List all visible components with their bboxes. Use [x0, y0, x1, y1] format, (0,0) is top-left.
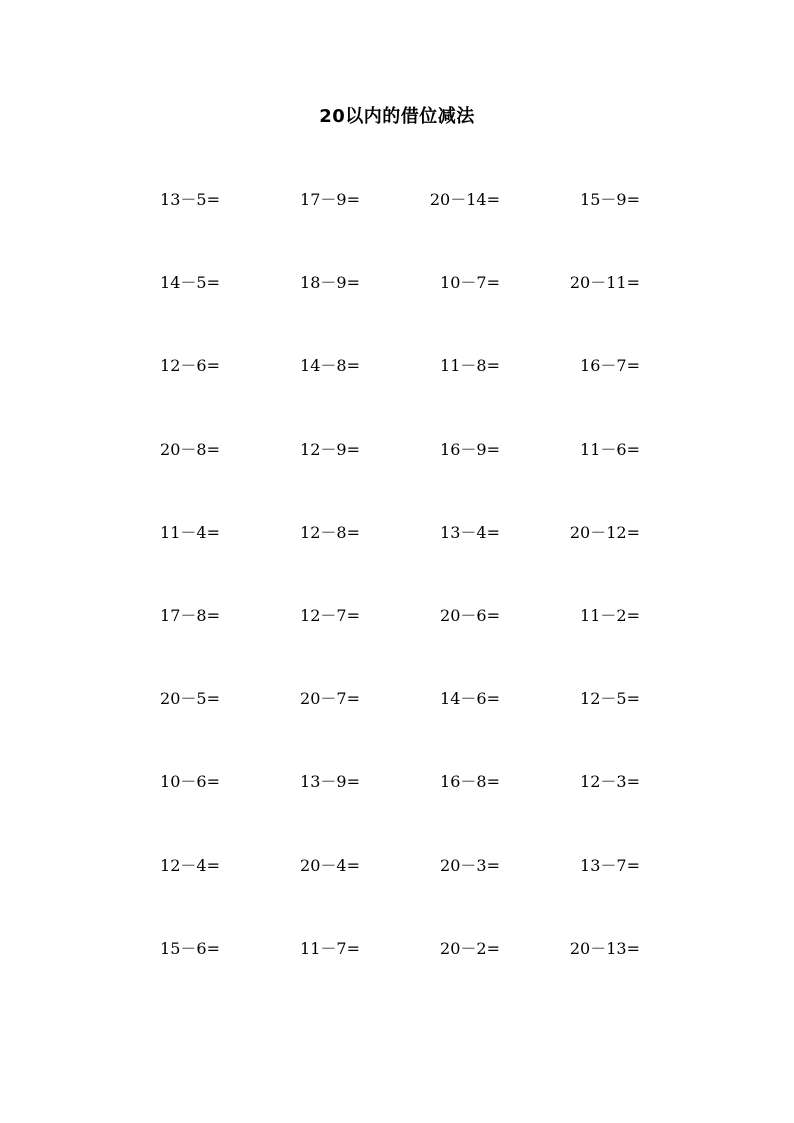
problem-row — [80, 854, 640, 937]
problem-row — [80, 604, 640, 687]
problem-item: 13－7= — [580, 855, 640, 875]
problem-item: 16－8= — [440, 772, 500, 792]
problem-item: 20－5= — [160, 689, 220, 709]
problem-item: 20－3= — [440, 855, 500, 875]
problem-item: 13－5= — [160, 190, 220, 209]
problem-row — [80, 521, 640, 604]
problem-item: 10－7= — [440, 273, 500, 293]
problem-item: 14－5= — [160, 273, 220, 293]
problem-item: 17－9= — [300, 190, 360, 209]
problem-item: 13－9= — [300, 772, 360, 792]
problem-item: 11－7= — [300, 938, 360, 958]
page-title: 20以内的借位减法 — [319, 106, 475, 127]
problem-item: 20－2= — [440, 938, 500, 958]
problem-item: 12－7= — [300, 605, 360, 625]
problem-item: 16－7= — [580, 356, 640, 376]
problem-item: 11－6= — [580, 439, 640, 459]
problem-item: 14－6= — [440, 689, 500, 709]
problem-item: 20－13= — [569, 938, 640, 958]
problem-item: 12－9= — [300, 439, 360, 459]
problem-item: 14－8= — [300, 356, 360, 376]
problem-item: 10－6= — [160, 772, 220, 792]
problem-row — [80, 271, 640, 354]
problem-item: 16－9= — [440, 439, 500, 459]
problem-grid — [80, 188, 640, 1020]
problem-row — [80, 937, 640, 1020]
problem-item: 12－5= — [580, 689, 640, 709]
problem-row — [80, 687, 640, 770]
problem-item: 11－4= — [160, 522, 220, 542]
problem-item: 20－8= — [160, 439, 220, 459]
problem-item: 12－6= — [160, 356, 220, 376]
problem-row — [80, 438, 640, 521]
problem-item: 20－6= — [440, 605, 500, 625]
problem-item: 13－4= — [440, 522, 500, 542]
problem-item: 12－4= — [160, 855, 220, 875]
problem-item: 11－8= — [440, 356, 500, 376]
problem-item: 20－4= — [300, 855, 360, 875]
problem-item: 20－12= — [569, 522, 640, 542]
problem-item: 20－14= — [429, 190, 500, 209]
problem-row — [80, 188, 640, 271]
problem-row — [80, 354, 640, 437]
problem-item: 18－9= — [300, 273, 360, 293]
problem-item: 12－3= — [580, 772, 640, 792]
problem-item: 17－8= — [160, 605, 220, 625]
problem-item: 20－7= — [300, 689, 360, 709]
problem-item: 20－11= — [569, 273, 640, 293]
problem-item: 15－9= — [580, 190, 640, 209]
problem-row — [80, 770, 640, 853]
problem-item: 15－6= — [160, 938, 220, 958]
problem-item: 11－2= — [580, 605, 640, 625]
problem-item: 12－8= — [300, 522, 360, 542]
